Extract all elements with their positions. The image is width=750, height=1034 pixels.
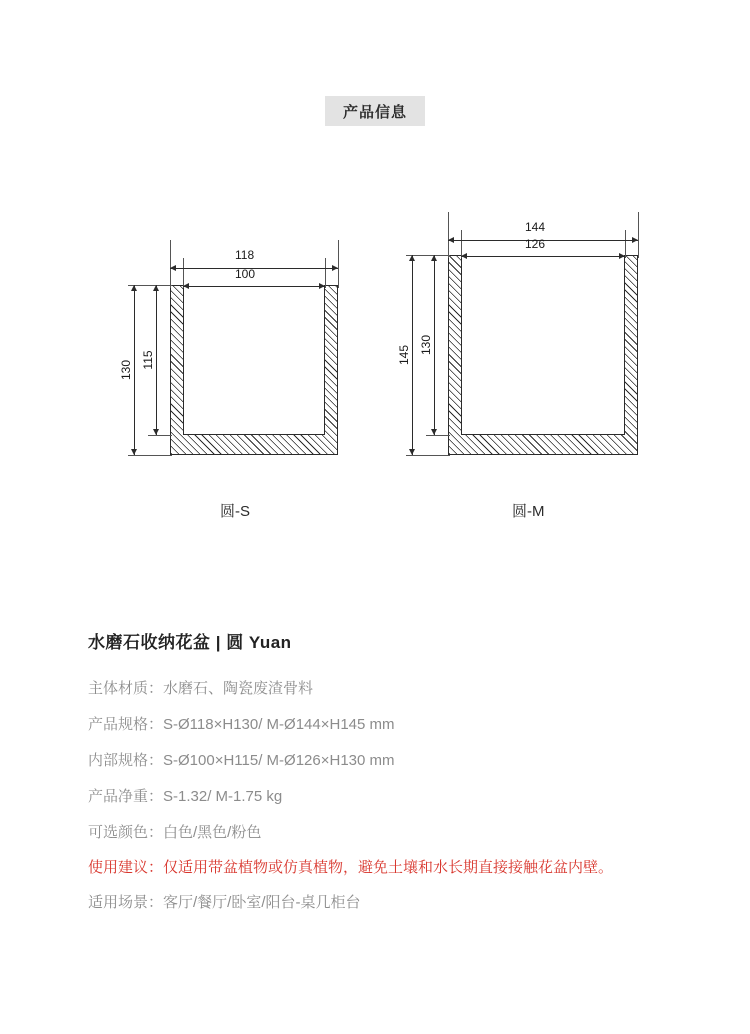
dim-s-inner-width: 100 bbox=[235, 267, 256, 281]
ext-line-s-outer-right bbox=[338, 240, 339, 288]
ext-line-m-outer-left bbox=[448, 212, 449, 258]
ext-line-m-inner-bottom bbox=[426, 435, 450, 436]
spec-row-weight bbox=[88, 779, 688, 815]
spec-label-weight: 产品净重： bbox=[88, 788, 164, 805]
ext-line-s-outer-left bbox=[170, 240, 171, 288]
arrow-s-ow-right bbox=[332, 265, 338, 271]
spec-value-usage-warning: 仅适用带盆植物或仿真植物，避免土壤和水长期直接接触花盆内壁。 bbox=[163, 859, 614, 876]
ext-line-s-bottom bbox=[128, 455, 172, 456]
dim-s-inner-height: 115 bbox=[141, 350, 155, 370]
arrow-s-ow-left bbox=[170, 265, 176, 271]
dim-m-outer-width: 144 bbox=[525, 220, 546, 234]
ext-line-s-inner-right bbox=[325, 258, 326, 288]
pot-inner-cavity-s bbox=[183, 285, 325, 435]
arrow-m-ih-top bbox=[431, 255, 437, 261]
spec-label-scene: 适用场景： bbox=[88, 894, 164, 911]
dim-s-outer-height: 130 bbox=[119, 359, 133, 381]
spec-value-scene: 客厅/餐厅/卧室/阳台-桌几柜台 bbox=[163, 894, 361, 911]
spec-row-outer-size bbox=[88, 707, 688, 743]
dim-line-m-outer-height bbox=[412, 255, 413, 455]
arrow-m-iw-left bbox=[461, 253, 467, 259]
ext-line-m-inner-right bbox=[625, 230, 626, 258]
ext-line-s-inner-bottom bbox=[148, 435, 172, 436]
dim-s-outer-width: 118 bbox=[235, 248, 255, 262]
product-spec-block bbox=[88, 628, 688, 921]
arrow-m-oh-top bbox=[409, 255, 415, 261]
arrow-s-iw-right bbox=[319, 283, 325, 289]
arrow-m-ow-left bbox=[448, 237, 454, 243]
dim-m-inner-width: 126 bbox=[525, 237, 546, 251]
ext-line-m-bottom bbox=[406, 455, 450, 456]
arrow-s-iw-left bbox=[183, 283, 189, 289]
arrow-s-oh-top bbox=[131, 285, 137, 291]
dim-line-s-outer-height bbox=[134, 285, 135, 455]
arrow-m-iw-right bbox=[619, 253, 625, 259]
spec-value-colors: 白色/黑色/粉色 bbox=[163, 824, 262, 841]
spec-value-outer-size: S-Ø118×H130/ M-Ø144×H145 mm bbox=[163, 716, 395, 733]
spec-row-usage-warning bbox=[88, 851, 688, 885]
ext-line-m-outer-right bbox=[638, 212, 639, 258]
arrow-s-ih-bottom bbox=[153, 429, 159, 435]
spec-row-colors bbox=[88, 815, 688, 851]
technical-drawings bbox=[0, 200, 750, 550]
spec-label-usage-warning: 使用建议： bbox=[88, 859, 164, 876]
pot-inner-cavity-m bbox=[461, 255, 625, 435]
dim-line-s-inner-height bbox=[156, 285, 157, 435]
page-title-badge bbox=[325, 96, 425, 126]
spec-value-inner-size: S-Ø100×H115/ M-Ø126×H130 mm bbox=[163, 752, 395, 769]
spec-label-material: 主体材质： bbox=[88, 680, 164, 697]
dim-m-outer-height: 145 bbox=[397, 344, 411, 366]
caption-round-m: 圆-M bbox=[512, 503, 545, 520]
dim-m-inner-height: 130 bbox=[419, 334, 433, 356]
spec-value-material: 水磨石、陶瓷废渣骨料 bbox=[163, 680, 314, 697]
arrow-s-ih-top bbox=[153, 285, 159, 291]
spec-row-material bbox=[88, 671, 688, 707]
spec-row-inner-size bbox=[88, 743, 688, 779]
arrow-m-ow-right bbox=[632, 237, 638, 243]
arrow-m-ih-bottom bbox=[431, 429, 437, 435]
arrow-m-oh-bottom bbox=[409, 449, 415, 455]
dim-line-m-inner-width bbox=[461, 256, 625, 257]
spec-label-outer-size: 产品规格： bbox=[88, 716, 164, 733]
caption-round-s: 圆-S bbox=[220, 503, 251, 520]
arrow-s-oh-bottom bbox=[131, 449, 137, 455]
spec-label-colors: 可选颜色： bbox=[88, 824, 164, 841]
spec-value-weight: S-1.32/ M-1.75 kg bbox=[163, 788, 283, 805]
dim-line-m-inner-height bbox=[434, 255, 435, 435]
product-name: 水磨石收纳花盆 | 圆 Yuan bbox=[88, 633, 292, 652]
dim-line-s-inner-width bbox=[183, 286, 325, 287]
spec-label-inner-size: 内部规格： bbox=[88, 752, 164, 769]
page-title-text: 产品信息 bbox=[342, 103, 407, 121]
spec-row-scene bbox=[88, 885, 688, 921]
